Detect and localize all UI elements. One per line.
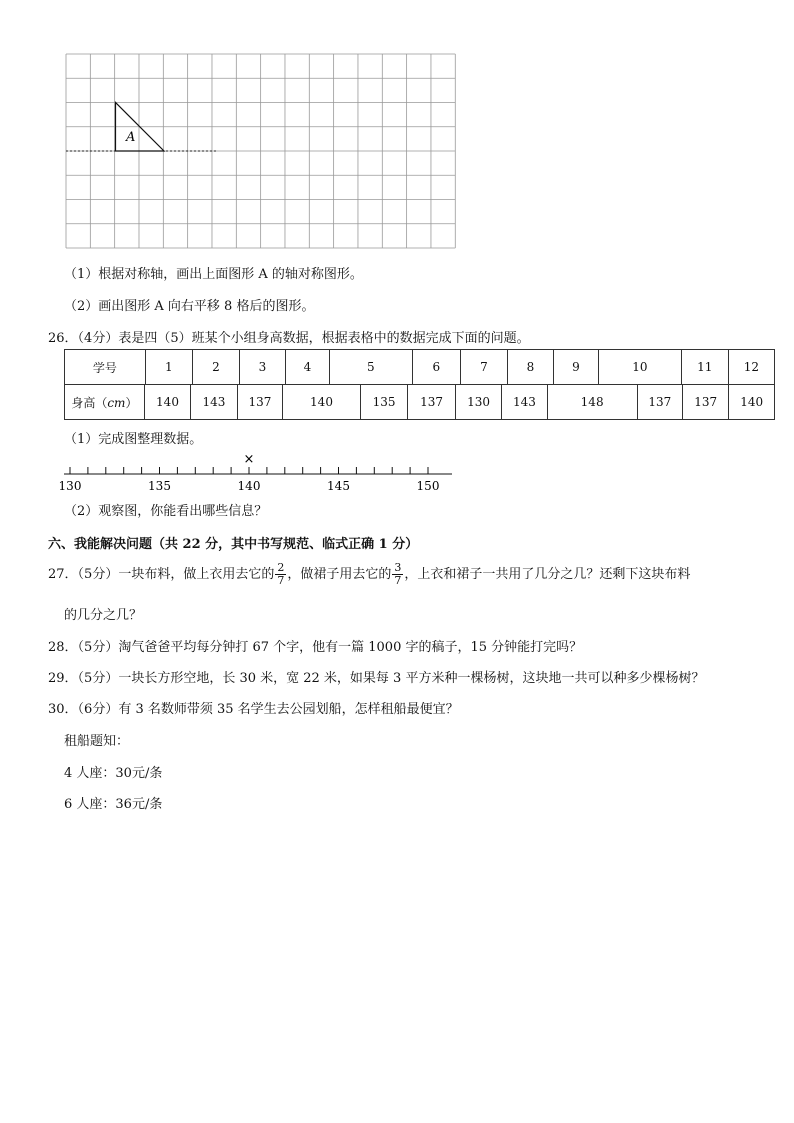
- table-cell: 2: [192, 350, 239, 385]
- grid-figure: [60, 48, 460, 254]
- table-cell: 135: [360, 385, 407, 420]
- q30-stem: 30．（6分）有 3 名数师带须 35 名学生去公园划船，怎样租船最便宜？: [48, 702, 459, 717]
- number-line-x-mark: ×: [243, 452, 255, 467]
- frac-num: 3: [394, 561, 402, 574]
- q25-sub2: （2）画出图形 A 向右平移 8 格后的图形。: [64, 299, 315, 314]
- table-cell: 12: [728, 350, 774, 385]
- table-cell: 137: [408, 385, 455, 420]
- table-cell: 148: [547, 385, 637, 420]
- table-row: [65, 385, 775, 420]
- table-cell: 143: [191, 385, 237, 420]
- number-line-label: 150: [416, 479, 440, 493]
- number-line-label: 140: [237, 479, 261, 493]
- number-line-labels: [59, 479, 440, 493]
- table-cell: 5: [329, 350, 412, 385]
- number-line-label: 135: [148, 479, 171, 493]
- q29: 29．（5分）一块长方形空地，长 30 米，宽 22 米，如果每 3 平方米种一棵杨树，这块地一共可以种多少棵杨树？: [48, 671, 705, 686]
- table-cell: 8: [507, 350, 553, 385]
- number-line-ticks: [70, 467, 428, 474]
- table-cell: 137: [237, 385, 282, 420]
- number-line-label: 145: [327, 479, 350, 493]
- table-cell: 137: [637, 385, 682, 420]
- table-cell: 11: [681, 350, 728, 385]
- fraction-3-7: [392, 562, 403, 587]
- table-header-height: 身高（cm）: [65, 385, 145, 420]
- table-cell: 7: [460, 350, 507, 385]
- q27-part2: ，做裙子用去它的: [287, 567, 392, 582]
- table-cell: 3: [239, 350, 285, 385]
- height-table-values: [64, 384, 775, 420]
- q27-part3: ，上衣和裙子一共用了几分之几？还剩下这块布料: [404, 567, 691, 582]
- q26-sub1: （1）完成图整理数据。: [64, 432, 203, 447]
- table-header-id: 学号: [65, 350, 146, 385]
- frac-den: 7: [394, 574, 402, 587]
- table-cell: 140: [283, 385, 361, 420]
- figure-a-label: A: [126, 130, 136, 145]
- q26-sub2: （2）观察图，你能看出哪些信息？: [64, 504, 268, 519]
- frac-den: 7: [277, 574, 285, 587]
- frac-num: 2: [277, 561, 285, 574]
- table-cell: 9: [553, 350, 598, 385]
- q27-line1: [48, 562, 690, 587]
- q30-option1: 4 人座：30元/条: [64, 766, 163, 781]
- section6-title: 六、我能解决问题（共 22 分，其中书写规范、临式正确 1 分）: [48, 537, 419, 552]
- table-cell: 137: [683, 385, 729, 420]
- q27-part1: 27．（5分）一块布料，做上衣用去它的: [48, 567, 275, 582]
- q28: 28．（5分）淘气爸爸平均每分钟打 67 个字，他有一篇 1000 字的稿子，15 分钟能打完吗？: [48, 640, 583, 655]
- table-cell: 140: [729, 385, 775, 420]
- table-cell: 130: [455, 385, 501, 420]
- table-row: [65, 350, 775, 385]
- number-line: [58, 448, 458, 496]
- q27-line2: 的几分之几？: [64, 608, 143, 623]
- table-cell: 143: [502, 385, 547, 420]
- number-line-marks: [244, 452, 255, 467]
- q30-option2: 6 人座：36元/条: [64, 797, 163, 812]
- table-cell: 1: [145, 350, 192, 385]
- table-cell: 10: [598, 350, 681, 385]
- q30-notice: 租船题知：: [64, 734, 130, 749]
- number-line-label: 130: [58, 479, 82, 493]
- table-cell: 4: [285, 350, 329, 385]
- q26-stem: 26．（4分）表是四（5）班某个小组身高数据，根据表格中的数据完成下面的问题。: [48, 331, 530, 346]
- fraction-2-7: [275, 562, 286, 587]
- table-cell: 6: [412, 350, 460, 385]
- height-table: [64, 349, 775, 385]
- q25-sub1: （1）根据对称轴，画出上面图形 A 的轴对称图形。: [64, 267, 363, 282]
- table-cell: 140: [144, 385, 190, 420]
